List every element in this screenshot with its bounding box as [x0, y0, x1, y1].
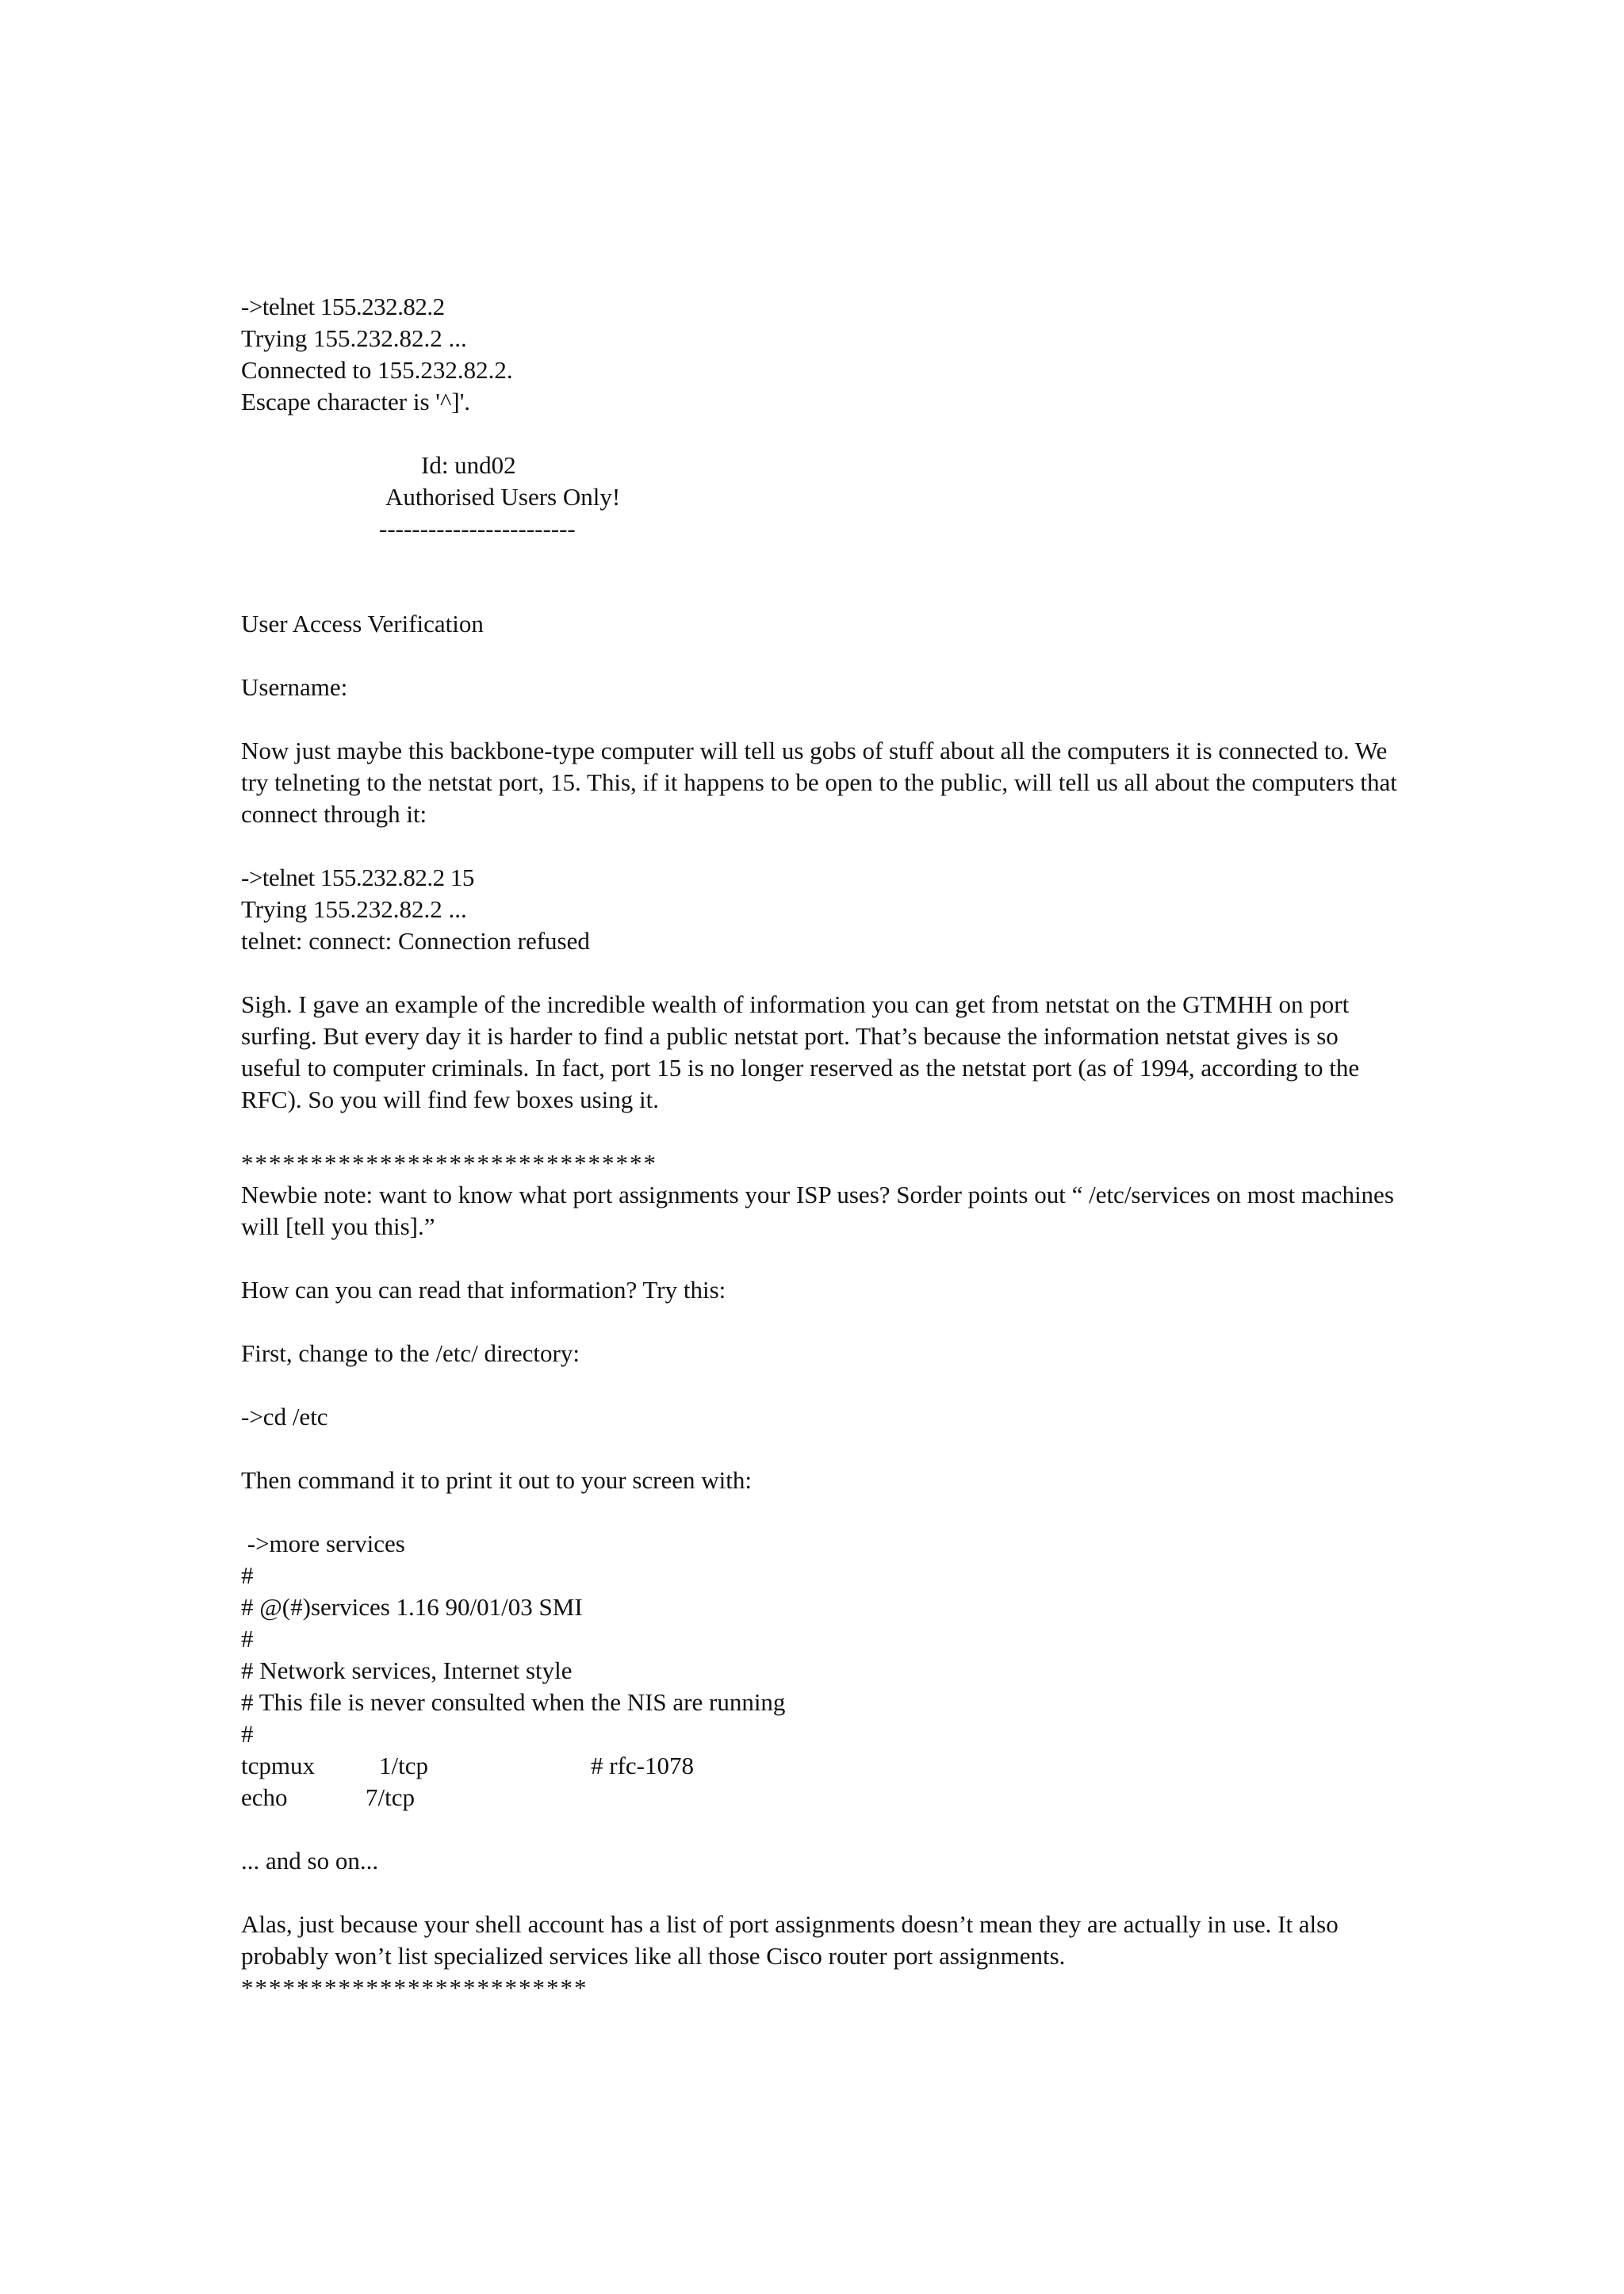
more-services-command: ->more services [241, 1530, 405, 1557]
echo-service-name: echo [241, 1783, 288, 1811]
connection-refused-line: telnet: connect: Connection refused [241, 927, 590, 955]
username-prompt: Username: [241, 673, 348, 701]
banner-id: Id: und02 [421, 451, 516, 479]
banner-rule: ------------------------ [379, 515, 576, 542]
asterisk-divider-top: ****************************** [241, 1149, 657, 1177]
then-command-line: Then command it to print it out to your screen with: [241, 1466, 752, 1494]
asterisk-divider-bottom: ************************* [241, 1974, 588, 2001]
services-nis-line: # This file is never consulted when the NIS are running [241, 1688, 786, 1716]
how-read-line: How can you can read that information? Try this: [241, 1276, 726, 1304]
first-change-line: First, change to the /etc/ directory: [241, 1339, 580, 1367]
telnet-command-line: ->telnet 155.232.82.2 [241, 293, 445, 320]
services-comment-line: # [241, 1561, 254, 1589]
trying-line: Trying 155.232.82.2 ... [241, 324, 467, 352]
echo-service-port: 7/tcp [366, 1783, 415, 1811]
escape-character-line: Escape character is '^]'. [241, 388, 471, 416]
services-network-line: # Network services, Internet style [241, 1656, 573, 1684]
and-so-on-line: ... and so on... [241, 1847, 379, 1875]
telnet-port-command-line: ->telnet 155.232.82.2 15 [241, 864, 474, 891]
banner-notice: Authorised Users Only! [385, 483, 621, 511]
paragraph-netstat-intro: Now just maybe this backbone-type computer will tell us gobs of stuff about all the computers it is connected to. We try telneting to the netstat port, 15. This, if it happens to be open to the public, will tell us all about the computers that connect through it: [241, 737, 1397, 828]
tcpmux-service-comment: # rfc-1078 [591, 1752, 694, 1779]
connected-line: Connected to 155.232.82.2. [241, 356, 513, 384]
paragraph-sigh: Sigh. I gave an example of the incredible wealth of information you can get from netstat on the GTMHH on port surfing. But every day it is harder to find a public netstat port. That’s because the information netstat gives is so useful to computer criminals. In fact, port 15 is no longer reserved as the netstat port (as of 1994, according to the RFC). So you will find few boxes using it. [241, 990, 1360, 1113]
newbie-note: Newbie note: want to know what port assignments your ISP uses? Sorder points out “ /etc/services on most machines will [tell you this].” [241, 1181, 1394, 1240]
paragraph-alas: Alas, just because your shell account has a list of port assignments doesn’t mean they are actually in use. It also probably won’t list specialized services like all those Cisco router port assignments. [241, 1910, 1339, 1970]
services-version-line: # @(#)services 1.16 90/01/03 SMI [241, 1593, 583, 1621]
tcpmux-service-port: 1/tcp [379, 1752, 428, 1779]
services-comment-line: # [241, 1720, 254, 1748]
tcpmux-service-name: tcpmux [241, 1752, 315, 1779]
cd-command-line: ->cd /etc [241, 1403, 328, 1430]
user-access-verification-heading: User Access Verification [241, 610, 484, 638]
trying-line-2: Trying 155.232.82.2 ... [241, 895, 467, 923]
services-comment-line: # [241, 1625, 254, 1653]
